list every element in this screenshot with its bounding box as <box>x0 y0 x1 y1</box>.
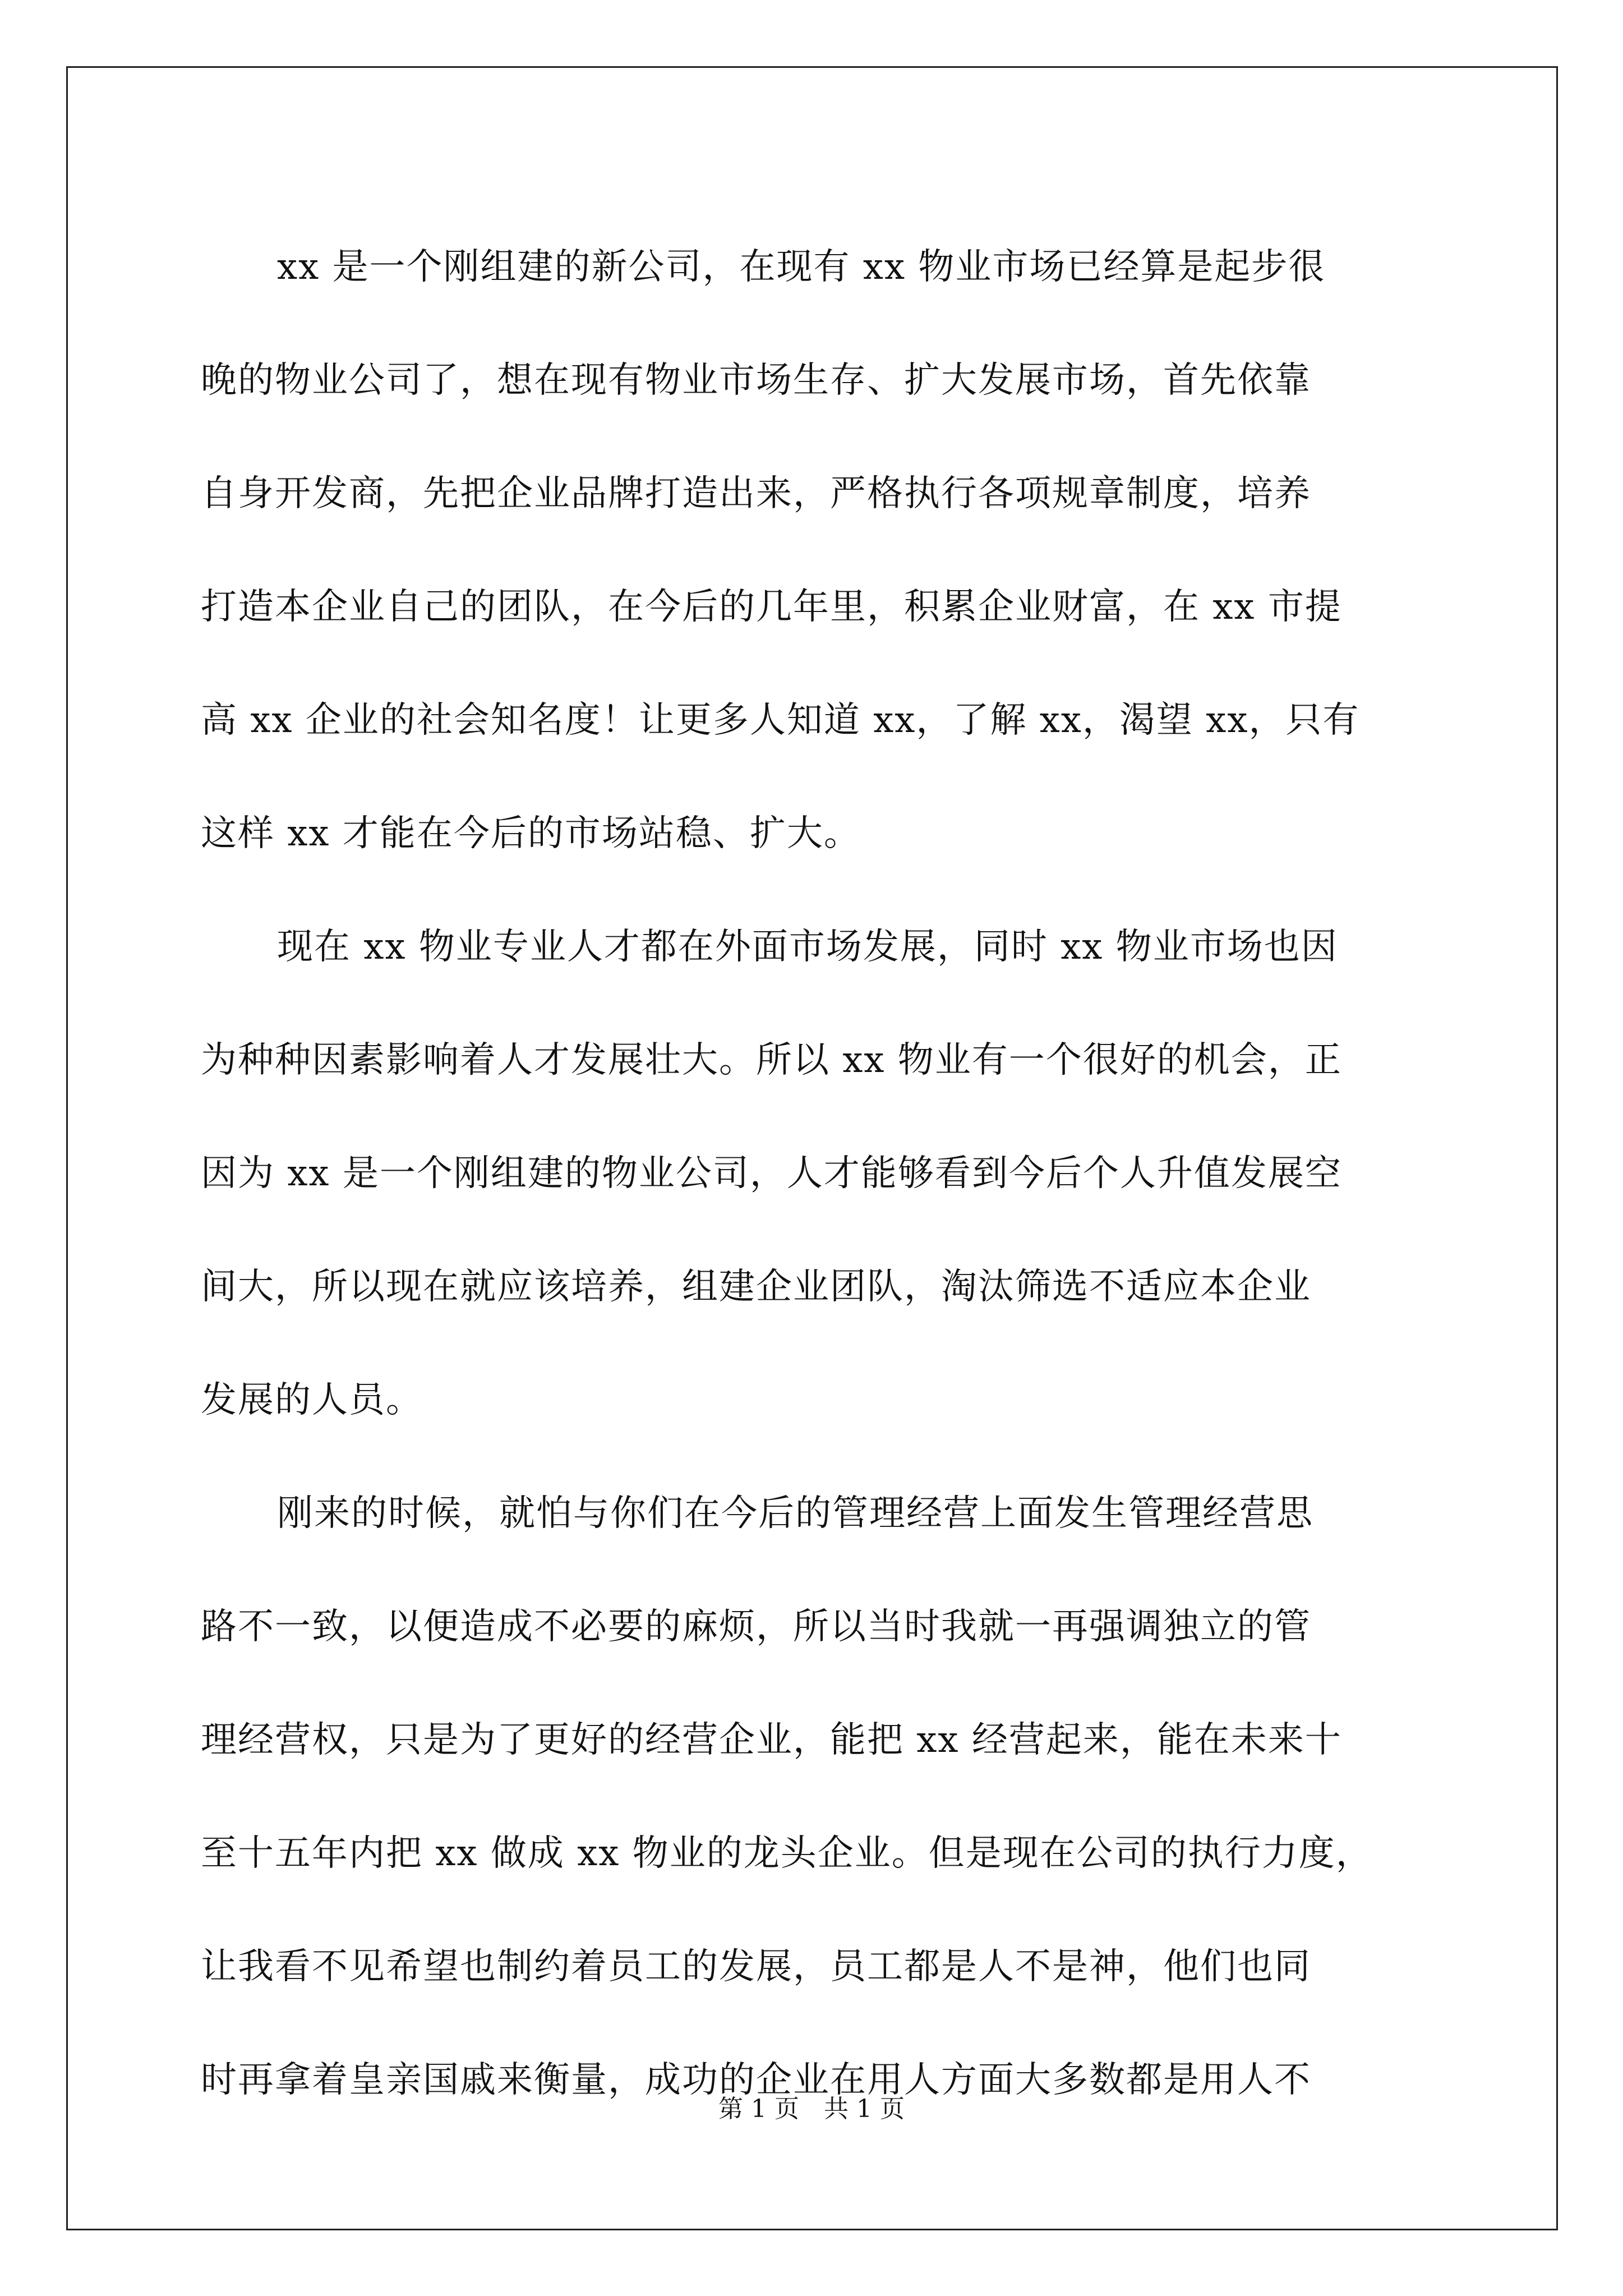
text-line: 高 xx 企业的社会知名度！让更多人知道 xx，了解 xx，渴望 xx，只有 <box>201 700 1360 741</box>
text-line: 理经营权，只是为了更好的经营企业，能把 xx 经营起来，能在未来十 <box>201 1719 1342 1761</box>
text-line: 至十五年内把 xx 做成 xx 物业的龙头企业。但是现在公司的执行力度， <box>201 1833 1373 1874</box>
text-line: xx 是一个刚组建的新公司，在现有 xx 物业市场已经算是起步很 <box>277 246 1326 288</box>
page-footer <box>0 2092 1623 2126</box>
text-line: 自身开发商，先把企业品牌打造出来，严格执行各项规章制度，培养 <box>201 473 1311 514</box>
document-body <box>201 210 1429 2137</box>
text-line: 发展的人员。 <box>201 1379 423 1421</box>
text-line: 现在 xx 物业专业人才都在外面市场发展，同时 xx 物业市场也因 <box>277 926 1338 968</box>
text-line: 刚来的时候，就怕与你们在今后的管理经营上面发生管理经营思 <box>277 1493 1313 1534</box>
text-line: 路不一致，以便造成不必要的麻烦，所以当时我就一再强调独立的管 <box>201 1606 1311 1648</box>
page-total: 共 1 页 <box>824 2095 905 2123</box>
text-line: 晚的物业公司了，想在现有物业市场生存、扩大发展市场，首先依靠 <box>201 360 1311 401</box>
text-line: 让我看不见希望也制约着员工的发展，员工都是人不是神，他们也同 <box>201 1946 1311 1987</box>
text-line: 为种种因素影响着人才发展壮大。所以 xx 物业有一个很好的机会，正 <box>201 1039 1342 1081</box>
text-line: 这样 xx 才能在今后的市场站稳、扩大。 <box>201 813 861 854</box>
text-line: 因为 xx 是一个刚组建的物业公司，人才能够看到今后个人升值发展空 <box>201 1153 1342 1194</box>
text-line: 间大，所以现在就应该培养，组建企业团队，淘汰筛选不适应本企业 <box>201 1266 1311 1308</box>
page-number: 第 1 页 <box>718 2095 799 2123</box>
text-line: 打造本企业自己的团队，在今后的几年里，积累企业财富，在 xx 市提 <box>201 586 1342 628</box>
text-line: 时再拿着皇亲国戚来衡量，成功的企业在用人方面大多数都是用人不 <box>201 2059 1311 2101</box>
